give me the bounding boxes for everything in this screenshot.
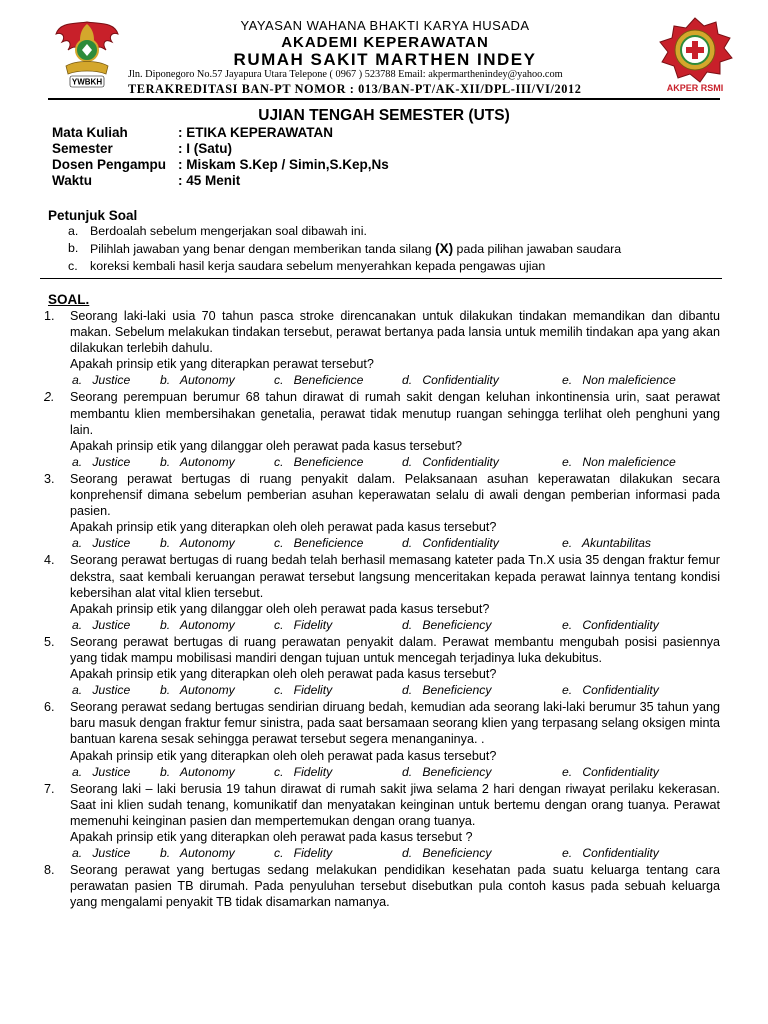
question-item xyxy=(44,552,720,633)
info-row-course xyxy=(52,125,389,141)
instruction-item xyxy=(68,240,621,258)
question-body xyxy=(70,634,720,699)
answer-options xyxy=(70,682,720,698)
answer-option[interactable]: c. Fidelity xyxy=(274,683,333,698)
letterhead-divider xyxy=(48,98,720,100)
answer-option[interactable]: b. Autonomy xyxy=(160,373,235,388)
question-number: 8. xyxy=(44,863,55,878)
question-number: 7. xyxy=(44,781,55,796)
answer-options xyxy=(70,454,720,470)
question-text: Seorang laki – laki berusia 19 tahun dirawat di rumah sakit jiwa selama 2 hari dengan riwayat perilaku kekerasan. Saat ini klien sudah tenang, komunikatif dan menyatakan keinginan untuk bertemu dengan orang tuanya. Perawat memenuhi keinginan pasien dan mempertemukan dengan orang tuanya. xyxy=(70,781,720,828)
answer-option[interactable]: d. Beneficiency xyxy=(402,846,492,861)
answer-option[interactable]: a. Justice xyxy=(72,846,131,861)
answer-option[interactable]: d. Beneficiency xyxy=(402,683,492,698)
answer-option[interactable]: e. Akuntabilitas xyxy=(562,536,651,551)
academy-logo xyxy=(652,16,738,94)
answer-option[interactable]: a. Justice xyxy=(72,683,131,698)
info-value: : I (Satu) xyxy=(178,141,232,156)
answer-options xyxy=(70,845,720,861)
academy-name: AKADEMI KEPERAWATAN xyxy=(281,34,489,51)
answer-option[interactable]: c. Fidelity xyxy=(274,846,333,861)
answer-option[interactable]: e. Non maleficience xyxy=(562,454,676,469)
question-prompt: Apakah prinsip etik yang diterapkan oleh oleh perawat pada kasus tersebut? xyxy=(70,520,497,535)
answer-option[interactable]: b. Autonomy xyxy=(160,846,235,861)
instruction-text-part: Pilihlah jawaban yang benar dengan memberikan tanda silang xyxy=(90,242,436,256)
question-body xyxy=(70,781,720,862)
question-text: Seorang perawat bertugas di ruang perawatan penyakit dalam. Perawat membantu mengubah posisi pasiennya yang tidak mampu mobilisasi mandiri dengan tujuan untuk mencegah terjadinya luka dekubitus. xyxy=(70,634,720,665)
question-prompt: Apakah prinsip etik yang diterapkan perawat tersebut? xyxy=(70,357,374,372)
info-row-semester xyxy=(52,141,389,157)
instruction-text: koreksi kembali hasil kerja saudara sebelum menyerahkan kepada pengawas ujian xyxy=(90,259,546,273)
info-label: Semester xyxy=(52,141,113,156)
section-divider xyxy=(40,278,722,279)
instruction-mark: c. xyxy=(68,259,78,273)
instruction-text-part: pada pilihan jawaban saudara xyxy=(453,242,622,256)
exam-info xyxy=(52,125,389,189)
answer-option[interactable]: e. Non maleficience xyxy=(562,373,676,388)
foundation-logo-caption: YWBKH xyxy=(71,77,103,87)
answer-option[interactable]: a. Justice xyxy=(72,617,131,632)
answer-option[interactable]: d. Confidentiality xyxy=(402,454,499,469)
instructions-title: Petunjuk Soal xyxy=(48,208,138,223)
question-text: Seorang perawat bertugas di ruang bedah telah berhasil memasang kateter pada Tn.X usia 35 dengan fraktur femur dekstra, saat kembali keruangan perawat tersebut langsung menceritakan kepada perawat lainnya tentang kondisi kebersihan alat vital klien tersebut. xyxy=(70,553,720,600)
info-row-time xyxy=(52,173,389,189)
info-value: : ETIKA KEPERAWATAN xyxy=(178,125,333,140)
exam-title: UJIAN TENGAH SEMESTER (UTS) xyxy=(258,107,510,124)
answer-option[interactable]: d. Beneficiency xyxy=(402,764,492,779)
instruction-mark: b. xyxy=(68,241,79,255)
question-text: Seorang perempuan berumur 68 tahun dirawat di rumah sakit dengan keluhan inkontinensia urin, saat perawat membantu klien membersihakan genetalia, perawat tidak menutup ruangan sehingga terlihat oleh penghuni yang lain. xyxy=(70,390,720,437)
answer-option[interactable]: b. Autonomy xyxy=(160,683,235,698)
question-text: Seorang laki-laki usia 70 tahun pasca stroke direncanakan untuk dilakukan tindakan memandikan dan dibantu makan. Sebelum melakukan tindakan tersebut, perawat bertanya pada lansia untuk memilih tindakan apa yang akan dilakukan terlebih dahulu. xyxy=(70,309,720,356)
info-row-lecturer xyxy=(52,157,389,173)
question-body xyxy=(70,699,720,780)
answer-option[interactable]: a. Justice xyxy=(72,454,131,469)
answer-option[interactable]: c. Beneficience xyxy=(274,454,364,469)
answer-option[interactable]: b. Autonomy xyxy=(160,764,235,779)
instruction-x-mark: (X) xyxy=(435,241,454,256)
question-number: 3. xyxy=(44,471,55,486)
answer-option[interactable]: a. Justice xyxy=(72,373,131,388)
question-item xyxy=(44,699,720,780)
question-prompt: Apakah prinsip etik yang dilanggar oleh oleh perawat pada kasus tersebut? xyxy=(70,601,490,616)
question-prompt: Apakah prinsip etik yang diterapkan oleh oleh perawat pada kasus tersebut? xyxy=(70,667,497,682)
question-text: Seorang perawat sedang bertugas sendirian diruang bedah, kemudian ada seorang laki-laki berumur 35 tahun yang baru masuk dengan fraktur femur sinistra, pada saat bersamaan seorang klien yang terpasang selang oksigen minta bantuan karena sesak sehingga perawat tersebut segera menanganinya. . xyxy=(70,700,720,747)
question-number: 5. xyxy=(44,634,55,649)
instruction-text: Berdoalah sebelum mengerjakan soal dibawah ini. xyxy=(90,224,367,238)
info-value: : 45 Menit xyxy=(178,173,241,188)
question-text: Seorang perawat yang bertugas sedang melakukan pendidikan kesehatan pada suatu keluarga tentang cara perawatan pasien TB dirumah. Pada penyuluhan tersebut disebutkan pula contoh kasus pada sebuah keluarga yang mengalami penyakit TB tidak disamarkan namanya. xyxy=(70,863,720,910)
answer-option[interactable]: c. Beneficience xyxy=(274,373,364,388)
info-label: Dosen Pengampu xyxy=(52,157,167,172)
instructions-list xyxy=(68,223,621,275)
question-item xyxy=(44,471,720,552)
question-item xyxy=(44,389,720,470)
info-label: Waktu xyxy=(52,173,92,188)
letterhead-text xyxy=(120,18,650,69)
answer-options xyxy=(70,372,720,388)
instruction-item xyxy=(68,223,621,240)
question-number: 6. xyxy=(44,700,55,715)
question-prompt: Apakah prinsip etik yang dilanggar oleh perawat pada kasus tersebut? xyxy=(70,438,463,453)
answer-option[interactable]: a. Justice xyxy=(72,764,131,779)
info-label: Mata Kuliah xyxy=(52,125,128,140)
answer-options xyxy=(70,535,720,551)
answer-option[interactable]: d. Confidentiality xyxy=(402,536,499,551)
question-prompt: Apakah prinsip etik yang diterapkan oleh perawat pada kasus tersebut ? xyxy=(70,830,473,844)
answer-option[interactable]: b. Autonomy xyxy=(160,617,235,632)
hospital-name: RUMAH SAKIT MARTHEN INDEY xyxy=(233,50,537,69)
answer-option[interactable]: c. Fidelity xyxy=(274,764,333,779)
answer-options xyxy=(70,764,720,780)
question-body xyxy=(70,308,720,389)
question-number: 4. xyxy=(44,553,55,568)
question-prompt: Apakah prinsip etik yang diterapkan oleh oleh perawat pada kasus tersebut? xyxy=(70,748,497,763)
letterhead xyxy=(0,0,768,100)
answer-option[interactable]: c. Fidelity xyxy=(274,617,333,632)
answer-option[interactable]: e. Confidentiality xyxy=(562,764,659,779)
foundation-logo xyxy=(54,14,120,90)
answer-option[interactable]: a. Justice xyxy=(72,536,131,551)
question-number: 2. xyxy=(44,390,55,405)
question-body xyxy=(70,862,720,910)
info-value: : Miskam S.Kep / Simin,S.Kep,Ns xyxy=(178,157,389,172)
question-body xyxy=(70,471,720,552)
question-item xyxy=(44,634,720,699)
question-item xyxy=(44,308,720,389)
instruction-mark: a. xyxy=(68,224,79,238)
question-number: 1. xyxy=(44,309,55,323)
answer-option[interactable]: c. Beneficience xyxy=(274,536,364,551)
questions-list xyxy=(44,308,720,910)
answer-option[interactable]: e. Confidentiality xyxy=(562,683,659,698)
instruction-item xyxy=(68,258,621,275)
instruction-text xyxy=(90,240,621,258)
answer-option[interactable]: b. Autonomy xyxy=(160,536,235,551)
questions-title: SOAL. xyxy=(48,292,90,307)
question-item xyxy=(44,781,720,862)
academy-logo-caption: AKPER RSMI xyxy=(666,83,724,93)
question-item xyxy=(44,862,720,910)
address: Jln. Diponegoro No.57 Jayapura Utara Telepone ( 0967 ) 523788 Email: akpermarthenindey@yahoo.com xyxy=(128,69,563,80)
question-body xyxy=(70,389,720,470)
accreditation: TERAKREDITASI BAN-PT NOMOR : 013/BAN-PT/AK-XII/DPL-III/VI/2012 xyxy=(128,82,582,96)
foundation-name: YAYASAN WAHANA BHAKTI KARYA HUSADA xyxy=(240,18,530,33)
answer-option[interactable]: e. Confidentiality xyxy=(562,617,659,632)
question-body xyxy=(70,552,720,633)
answer-option[interactable]: d. Confidentiality xyxy=(402,373,499,388)
answer-options xyxy=(70,617,720,633)
answer-option[interactable]: d. Beneficiency xyxy=(402,617,492,632)
answer-option[interactable]: b. Autonomy xyxy=(160,454,235,469)
answer-option[interactable]: e. Confidentiality xyxy=(562,846,659,861)
question-text: Seorang perawat bertugas di ruang penyakit dalam. Pelaksanaan asuhan keperawatan dilakukan secara konprehensif dimana sebelum pemberian asuhan keperawatan selalu di awali dengan pemberian informasi pada pasien. xyxy=(70,471,720,519)
